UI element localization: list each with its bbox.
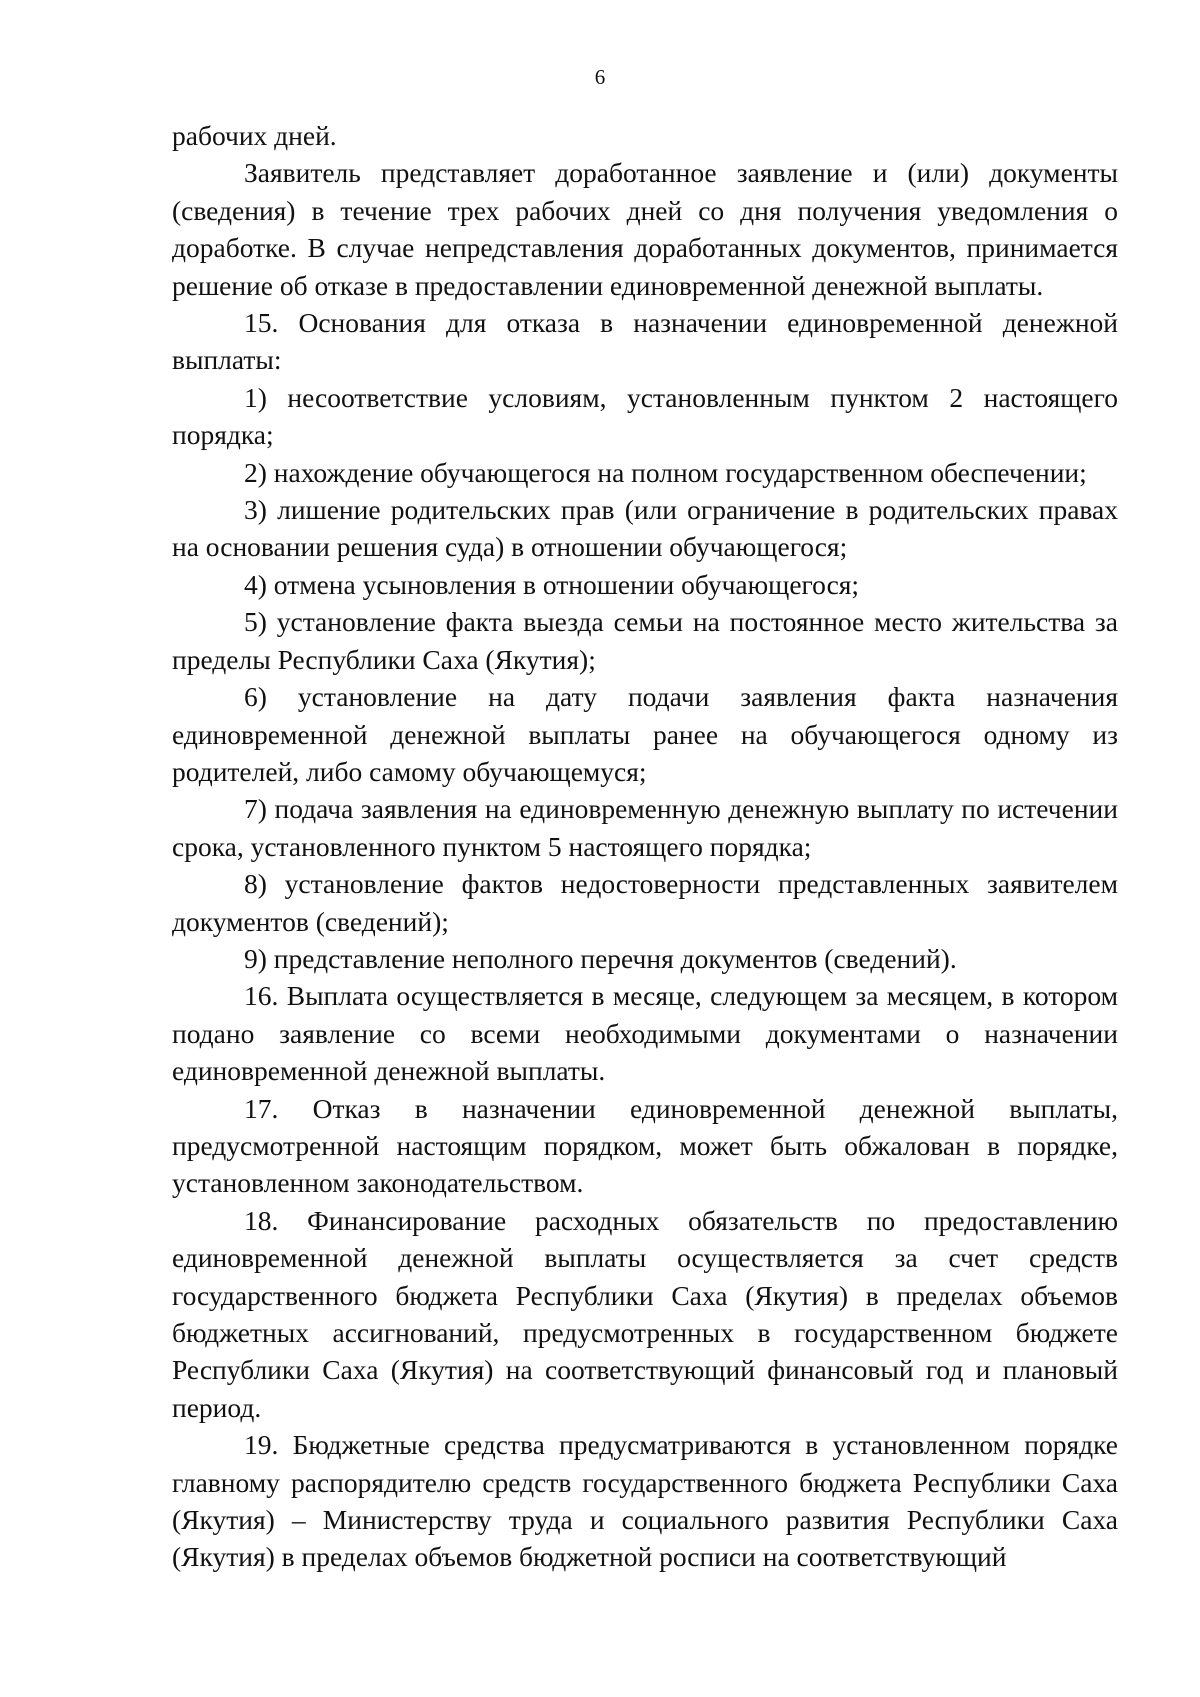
- list-item-8: 8) установление фактов недостоверности представленных заявителем документов (сведений);: [172, 868, 1118, 937]
- list-item-7: 7) подача заявления на единовременную денежную выплату по истечении срока, установленного пунктом 5 настоящего порядка;: [172, 793, 1118, 862]
- paragraph-15-refusal-grounds: 15. Основания для отказа в назначении единовременной денежной выплаты:: [172, 307, 1118, 376]
- document-body: [172, 117, 1118, 1576]
- page-number: 6: [594, 65, 606, 89]
- paragraph-19-budget-funds: 19. Бюджетные средства предусматриваются в установленном порядке главному распорядителю средств государственного бюджета Республики Саха (Якутия) – Министерству труда и социального развития Республики Саха (Якутия) в пределах объемов бюджетной росписи на соответствующий: [172, 1429, 1118, 1573]
- list-item-1: 1) несоответствие условиям, установленным пунктом 2 настоящего порядка;: [172, 381, 1118, 451]
- paragraph-17-appeal: 17. Отказ в назначении единовременной денежной выплаты, предусмотренной настоящим порядком, может быть обжалован в порядке, установленном законодательством.: [172, 1092, 1118, 1199]
- list-item-5: 5) установление факта выезда семьи на постоянное место жительства за пределы Республики Саха (Якутия);: [172, 606, 1118, 675]
- paragraph-16-payment-timing: 16. Выплата осуществляется в месяце, следующем за месяцем, в котором подано заявление со всеми необходимыми документами о назначении единовременной денежной выплаты.: [172, 980, 1118, 1087]
- paragraph-continuation: рабочих дней.: [172, 120, 337, 151]
- list-item-4: 4) отмена усыновления в отношении обучающегося;: [244, 568, 860, 600]
- paragraph-applicant-resubmission: Заявитель представляет доработанное заявление и (или) документы (сведения) в течение трех рабочих дней со дня получения уведомления о доработке. В случае непредставления доработанных документов, принимается решение об отказе в предоставлении единовременной денежной выплаты.: [172, 157, 1118, 301]
- list-item-6: 6) установление на дату подачи заявления факта назначения единовременной денежной выплаты ранее на обучающегося одному из родителей, либо самому обучающемуся;: [172, 681, 1118, 787]
- list-item-9: 9) представление неполного перечня документов (сведений).: [244, 942, 957, 974]
- paragraph-18-financing: 18. Финансирование расходных обязательств по предоставлению единовременной денежной выплаты осуществляется за счет средств государственного бюджета Республики Саха (Якутия) в пределах объемов бюджетных ассигнований, предусмотренных в государственном бюджете Республики Саха (Якутия) на соответствующий финансовый год и плановый период.: [172, 1204, 1118, 1423]
- list-item-3: 3) лишение родительских прав (или ограничение в родительских правах на основании решения суда) в отношении обучающегося;: [172, 494, 1118, 563]
- list-item-2: 2) нахождение обучающегося на полном государственном обеспечении;: [244, 456, 1087, 488]
